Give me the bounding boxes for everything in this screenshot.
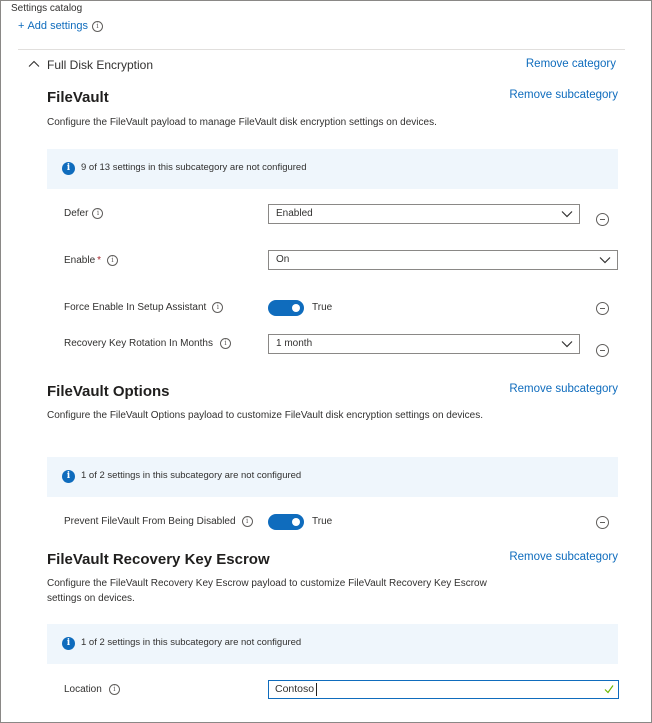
add-settings-label: Add settings	[27, 20, 88, 32]
setting-label-location: Location i	[64, 684, 120, 695]
remove-setting-icon[interactable]	[596, 302, 609, 315]
info-icon[interactable]: i	[109, 684, 120, 695]
subcategory-description: Configure the FileVault Options payload to customize FileVault disk encryption settings on devices.	[47, 410, 483, 421]
plus-icon: +	[18, 20, 25, 32]
info-icon[interactable]: i	[92, 208, 103, 219]
info-banner	[47, 149, 618, 189]
subcategory-description: Configure the FileVault payload to manage FileVault disk encryption settings on devices.	[47, 117, 437, 128]
toggle-knob	[292, 518, 300, 526]
info-icon[interactable]: i	[242, 516, 253, 527]
subcategory-description: Configure the FileVault Recovery Key Escrow payload to customize FileVault Recovery Key Escrow settings on devices.	[47, 578, 487, 604]
info-icon[interactable]: i	[107, 255, 118, 266]
remove-category-link[interactable]: Remove category	[525, 58, 616, 70]
remove-subcategory-link[interactable]: Remove subcategory	[509, 89, 618, 101]
force-enable-toggle[interactable]	[268, 300, 304, 316]
setting-label-prevent-disable: Prevent FileVault From Being Disabled i	[64, 516, 253, 527]
text-caret	[316, 683, 317, 696]
subcategory-title-escrow: FileVault Recovery Key Escrow	[47, 551, 270, 568]
chevron-up-icon[interactable]	[28, 58, 40, 70]
info-banner	[47, 457, 618, 497]
chevron-down-icon	[561, 340, 573, 348]
toggle-value: True	[312, 302, 333, 313]
remove-subcategory-link[interactable]: Remove subcategory	[509, 551, 618, 563]
toggle-knob	[292, 304, 300, 312]
dropdown-value: Enabled	[276, 208, 313, 219]
info-icon: i	[62, 637, 75, 650]
defer-dropdown[interactable]	[268, 204, 580, 224]
remove-setting-icon[interactable]	[596, 213, 609, 226]
remove-setting-icon[interactable]	[596, 344, 609, 357]
banner-text: 1 of 2 settings in this subcategory are not configured	[81, 470, 302, 481]
setting-label-enable: Enable * i	[64, 255, 118, 266]
remove-setting-icon[interactable]	[596, 516, 609, 529]
add-settings-link[interactable]	[18, 20, 103, 32]
location-input[interactable]	[268, 680, 619, 699]
subcategory-title-filevault: FileVault	[47, 89, 109, 106]
divider	[18, 49, 625, 50]
enable-dropdown[interactable]	[268, 250, 618, 270]
chevron-down-icon	[599, 256, 611, 264]
subcategory-title-filevault-options: FileVault Options	[47, 383, 170, 400]
info-icon[interactable]: i	[92, 21, 103, 32]
chevron-down-icon	[561, 210, 573, 218]
info-banner	[47, 624, 618, 664]
setting-label-force-enable: Force Enable In Setup Assistant i	[64, 302, 223, 313]
panel-title: Settings catalog	[11, 3, 83, 14]
banner-text: 1 of 2 settings in this subcategory are not configured	[81, 637, 302, 648]
info-icon: i	[62, 470, 75, 483]
dropdown-value: On	[276, 254, 290, 265]
rotation-dropdown[interactable]	[268, 334, 580, 354]
banner-text: 9 of 13 settings in this subcategory are not configured	[81, 162, 307, 173]
dropdown-value: 1 month	[276, 338, 313, 349]
category-title: Full Disk Encryption	[47, 58, 154, 72]
prevent-disable-toggle[interactable]	[268, 514, 304, 530]
setting-label-rotation: Recovery Key Rotation In Months i	[64, 338, 231, 349]
remove-subcategory-link[interactable]: Remove subcategory	[509, 383, 618, 395]
required-marker: *	[97, 255, 102, 266]
info-icon[interactable]: i	[212, 302, 223, 313]
setting-label-defer: Defer i	[64, 208, 103, 219]
toggle-value: True	[312, 516, 333, 527]
info-icon[interactable]: i	[220, 338, 231, 349]
info-icon: i	[62, 162, 75, 175]
input-value: Contoso	[275, 683, 315, 695]
checkmark-icon	[604, 684, 614, 694]
